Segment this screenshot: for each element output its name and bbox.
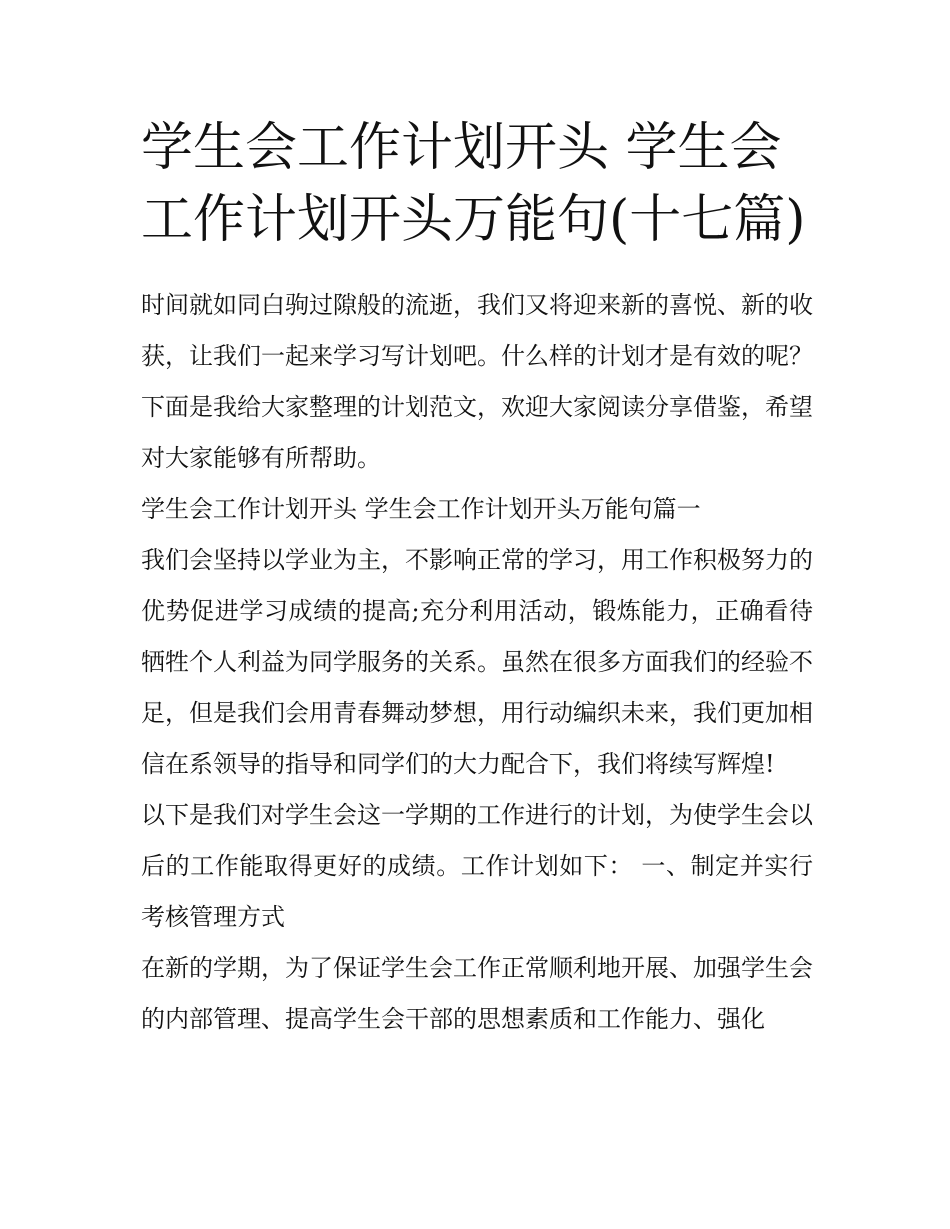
body-paragraph: 我们会坚持以学业为主，不影响正常的学习，用工作积极努力的优势促进学习成绩的提高;充分利用活动，锻炼能力，正确看待牺牲个人利益为同学服务的关系。虽然在很多方面我们的经验不足，但是我们会用青春舞动梦想，用行动编织未来，我们更加相信在系领导的指导和同学们的大力配合下，我们将续写辉煌! — [141, 546, 813, 778]
intro-paragraph: 时间就如同白驹过隙般的流逝，我们又将迎来新的喜悦、新的收获，让我们一起来学习写计划吧。什么样的计划才是有效的呢？下面是我给大家整理的计划范文，欢迎大家阅读分享借鉴，希望对大家能够有所帮助。 — [141, 291, 813, 472]
document-content — [141, 112, 813, 1045]
document-title: 学生会工作计划开头 学生会工作计划开头万能句(十七篇) — [141, 118, 806, 250]
section-heading: 学生会工作计划开头 学生会工作计划开头万能句篇一 — [141, 495, 701, 523]
document-body — [141, 280, 813, 1045]
body-paragraph: 在新的学期，为了保证学生会工作正常顺利地开展、加强学生会的内部管理、提高学生会干部的思想素质和工作能力、强化 — [141, 954, 813, 1033]
body-paragraph: 以下是我们对学生会这一学期的工作进行的计划，为使学生会以后的工作能取得更好的成绩。工作计划如下： 一、制定并实行考核管理方式 — [141, 801, 813, 931]
